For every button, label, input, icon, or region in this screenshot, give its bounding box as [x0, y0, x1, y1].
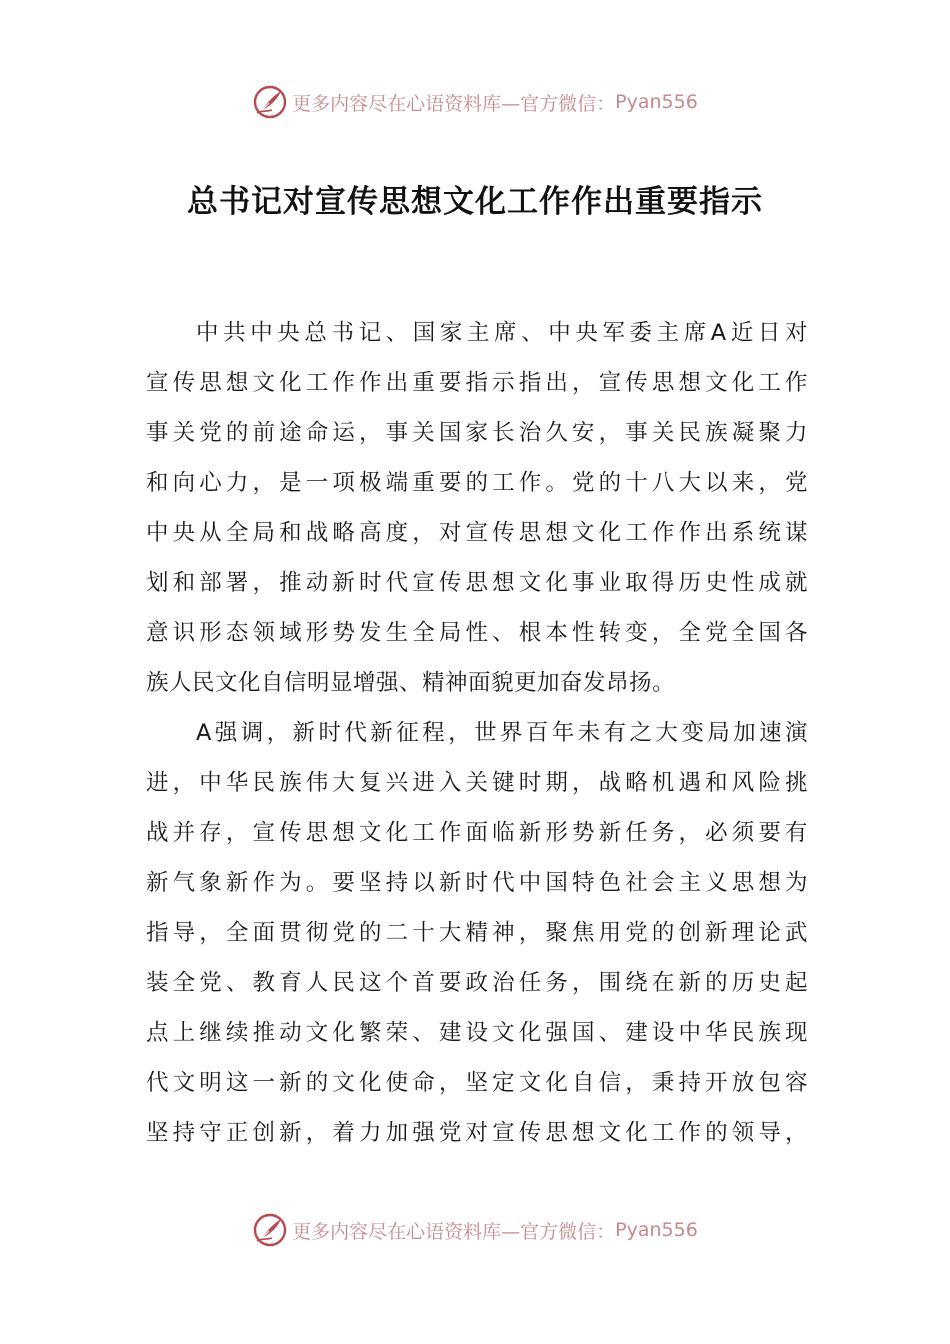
paragraph-2-line: 战并存，宣传思想文化工作面临新形势新任务，必须要有 [146, 820, 808, 846]
paragraph-1-line: 意识形态领域形势发生全局性、根本性转变，全党全国各 [146, 620, 808, 646]
paragraph-1-line: 划和部署，推动新时代宣传思想文化事业取得历史性成就 [146, 570, 808, 596]
footer-watermark [0, 1210, 950, 1250]
paragraph-2-line: 代文明这一新的文化使命，坚定文化自信，秉持开放包容 [146, 1070, 808, 1096]
paragraph-2-line: 新气象新作为。要坚持以新时代中国特色社会主义思想为 [146, 870, 808, 896]
paragraph-1-line: 宣传思想文化工作作出重要指示指出，宣传思想文化工作 [146, 370, 808, 396]
quill-logo-icon [252, 84, 288, 120]
watermark-text: 更多内容尽在心语资料库—官方微信： [292, 92, 616, 115]
paragraph-2-line: 坚持守正创新，着力加强党对宣传思想文化工作的领导， [146, 1120, 808, 1146]
watermark-text: 更多内容尽在心语资料库—官方微信： [292, 1220, 616, 1243]
paragraph-1-line: 族人民文化自信明显增强、精神面貌更加奋发昂扬。 [146, 670, 676, 696]
paragraph-1-line: 中央从全局和战略高度，对宣传思想文化工作作出系统谋 [146, 520, 808, 546]
watermark-wechat-id: Pyan556 [615, 91, 698, 113]
paragraph-2-line: 点上继续推动文化繁荣、建设文化强国、建设中华民族现 [146, 1020, 808, 1046]
paragraph-2-line: 装全党、教育人民这个首要政治任务，围绕在新的历史起 [146, 970, 808, 996]
document-title: 总书记对宣传思想文化工作作出重要指示 [187, 184, 763, 220]
paragraph-1-line: 中共中央总书记、国家主席、中央军委主席A近日对 [196, 320, 808, 346]
paragraph-2-line: A强调，新时代新征程，世界百年未有之大变局加速演 [196, 720, 808, 746]
watermark-wechat-id: Pyan556 [615, 1219, 698, 1241]
paragraph-2-line: 进，中华民族伟大复兴进入关键时期，战略机遇和风险挑 [146, 770, 808, 796]
paragraph-1-line: 事关党的前途命运，事关国家长治久安，事关民族凝聚力 [146, 420, 808, 446]
header-watermark [0, 82, 950, 122]
document-body [146, 308, 808, 1158]
quill-logo-icon [252, 1212, 288, 1248]
paragraph-1-line: 和向心力，是一项极端重要的工作。党的十八大以来，党 [146, 470, 808, 496]
paragraph-2-line: 指导，全面贯彻党的二十大精神，聚焦用党的创新理论武 [146, 920, 808, 946]
